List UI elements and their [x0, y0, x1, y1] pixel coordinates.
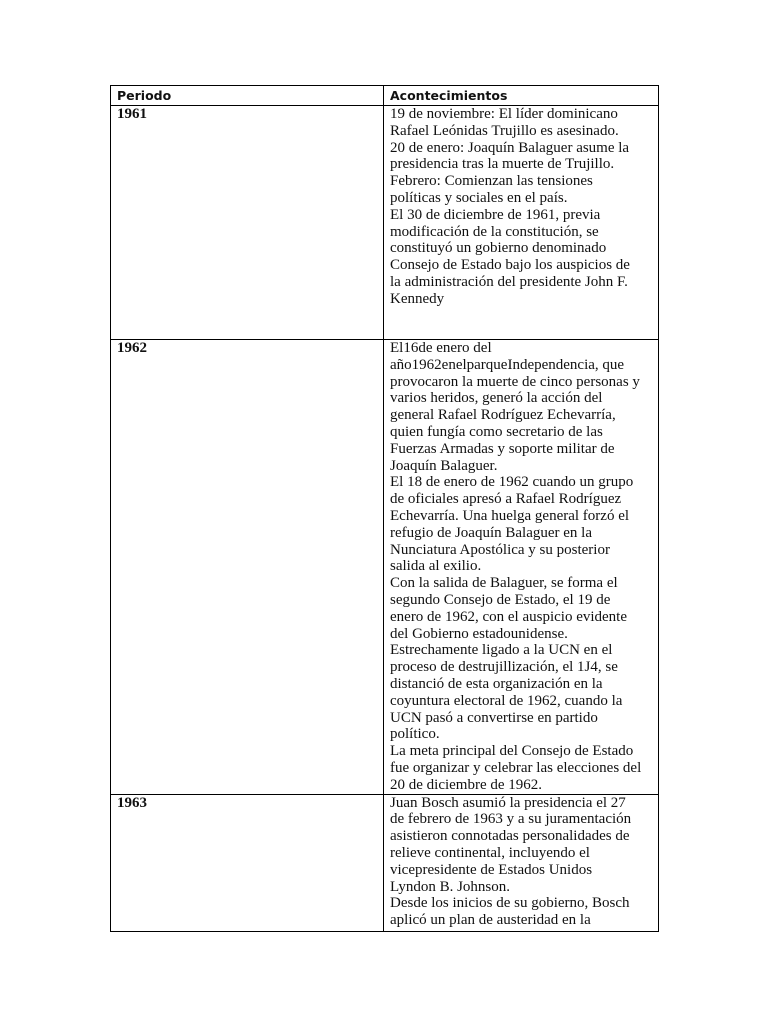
table-row: [111, 106, 659, 340]
event-line: 20 de enero: Joaquín Balaguer asume la: [390, 139, 630, 156]
event-line: salida al exilio.: [390, 558, 482, 575]
event-line: Estrechamente ligado a la UCN en el: [390, 642, 613, 659]
event-line: quien fungía como secretario de las: [390, 423, 603, 440]
event-line: Nunciatura Apostólica y su posterior: [390, 541, 610, 558]
event-line: de febrero de 1963 y a su juramentación: [390, 811, 632, 828]
event-line: Echevarría. Una huelga general forzó el: [390, 507, 630, 524]
event-line: Febrero: Comienzan las tensiones: [390, 173, 593, 190]
table-header-row: [111, 86, 659, 106]
event-line: Fuerzas Armadas y soporte militar de: [390, 440, 615, 457]
event-line: Con la salida de Balaguer, se forma el: [390, 575, 618, 592]
event-line: constituyó un gobierno denominado: [390, 240, 607, 257]
event-line: asistieron connotadas personalidades de: [390, 828, 630, 845]
event-line: El 18 de enero de 1962 cuando un grupo: [390, 474, 634, 491]
event-line: provocaron la muerte de cinco personas y: [390, 373, 640, 390]
events-cell: [384, 106, 659, 340]
event-line: político.: [390, 726, 440, 743]
event-line: fue organizar y celebrar las elecciones del: [390, 759, 642, 776]
event-line: Joaquín Balaguer.: [390, 457, 498, 474]
event-line: UCN pasó a convertirse en partido: [390, 709, 598, 726]
event-line: segundo Consejo de Estado, el 19 de: [390, 591, 611, 608]
event-line: Consejo de Estado bajo los auspicios de: [390, 257, 630, 274]
event-line: El 30 de diciembre de 1961, previa: [390, 206, 601, 223]
event-line: refugio de Joaquín Balaguer en la: [390, 524, 593, 541]
event-line: la administración del presidente John F.: [390, 273, 628, 290]
event-line: 19 de noviembre: El líder dominicano: [390, 106, 618, 122]
header-events: Acontecimientos: [384, 86, 659, 106]
event-line: 20 de diciembre de 1962.: [390, 776, 543, 793]
event-line: modificación de la constitución, se: [390, 223, 599, 240]
event-line: vicepresidente de Estados Unidos: [390, 861, 593, 878]
period-cell: [111, 106, 384, 340]
event-line: de oficiales apresó a Rafael Rodríguez: [390, 491, 622, 508]
event-line: distanció de esta organización en la: [390, 675, 603, 692]
event-line: El16de enero del: [390, 340, 492, 356]
event-line: políticas y sociales en el país.: [390, 189, 568, 206]
event-line: Kennedy: [390, 290, 445, 307]
header-period: Periodo: [111, 86, 384, 106]
event-line: del Gobierno estadounidense.: [390, 625, 568, 642]
year-label: 1963: [117, 794, 147, 811]
events-table: [110, 85, 659, 932]
year-label: 1961: [117, 106, 147, 122]
event-line: proceso de destrujillización, el 1J4, se: [390, 659, 618, 676]
event-line: aplicó un plan de austeridad en la: [390, 912, 591, 929]
event-line: Desde los inicios de su gobierno, Bosch: [390, 895, 630, 912]
event-line: La meta principal del Consejo de Estado: [390, 743, 634, 760]
event-line: Rafael Leónidas Trujillo es asesinado.: [390, 122, 619, 139]
events-cell: [384, 794, 659, 931]
event-line: enero de 1962, con el auspicio evidente: [390, 608, 627, 625]
event-line: presidencia tras la muerte de Trujillo.: [390, 156, 615, 173]
event-line: general Rafael Rodríguez Echevarría,: [390, 407, 616, 424]
event-line: relieve continental, incluyendo el: [390, 844, 590, 861]
period-cell: [111, 340, 384, 795]
events-cell: [384, 340, 659, 795]
event-line: varios heridos, generó la acción del: [390, 390, 603, 407]
table-row: [111, 794, 659, 931]
event-line: coyuntura electoral de 1962, cuando la: [390, 692, 623, 709]
event-line: Lyndon B. Johnson.: [390, 878, 511, 895]
event-line: Juan Bosch asumió la presidencia el 27: [390, 794, 626, 811]
event-line: año1962enelparqueIndependencia, que: [390, 356, 625, 373]
period-cell: [111, 794, 384, 931]
year-label: 1962: [117, 340, 147, 356]
table-row: [111, 340, 659, 795]
